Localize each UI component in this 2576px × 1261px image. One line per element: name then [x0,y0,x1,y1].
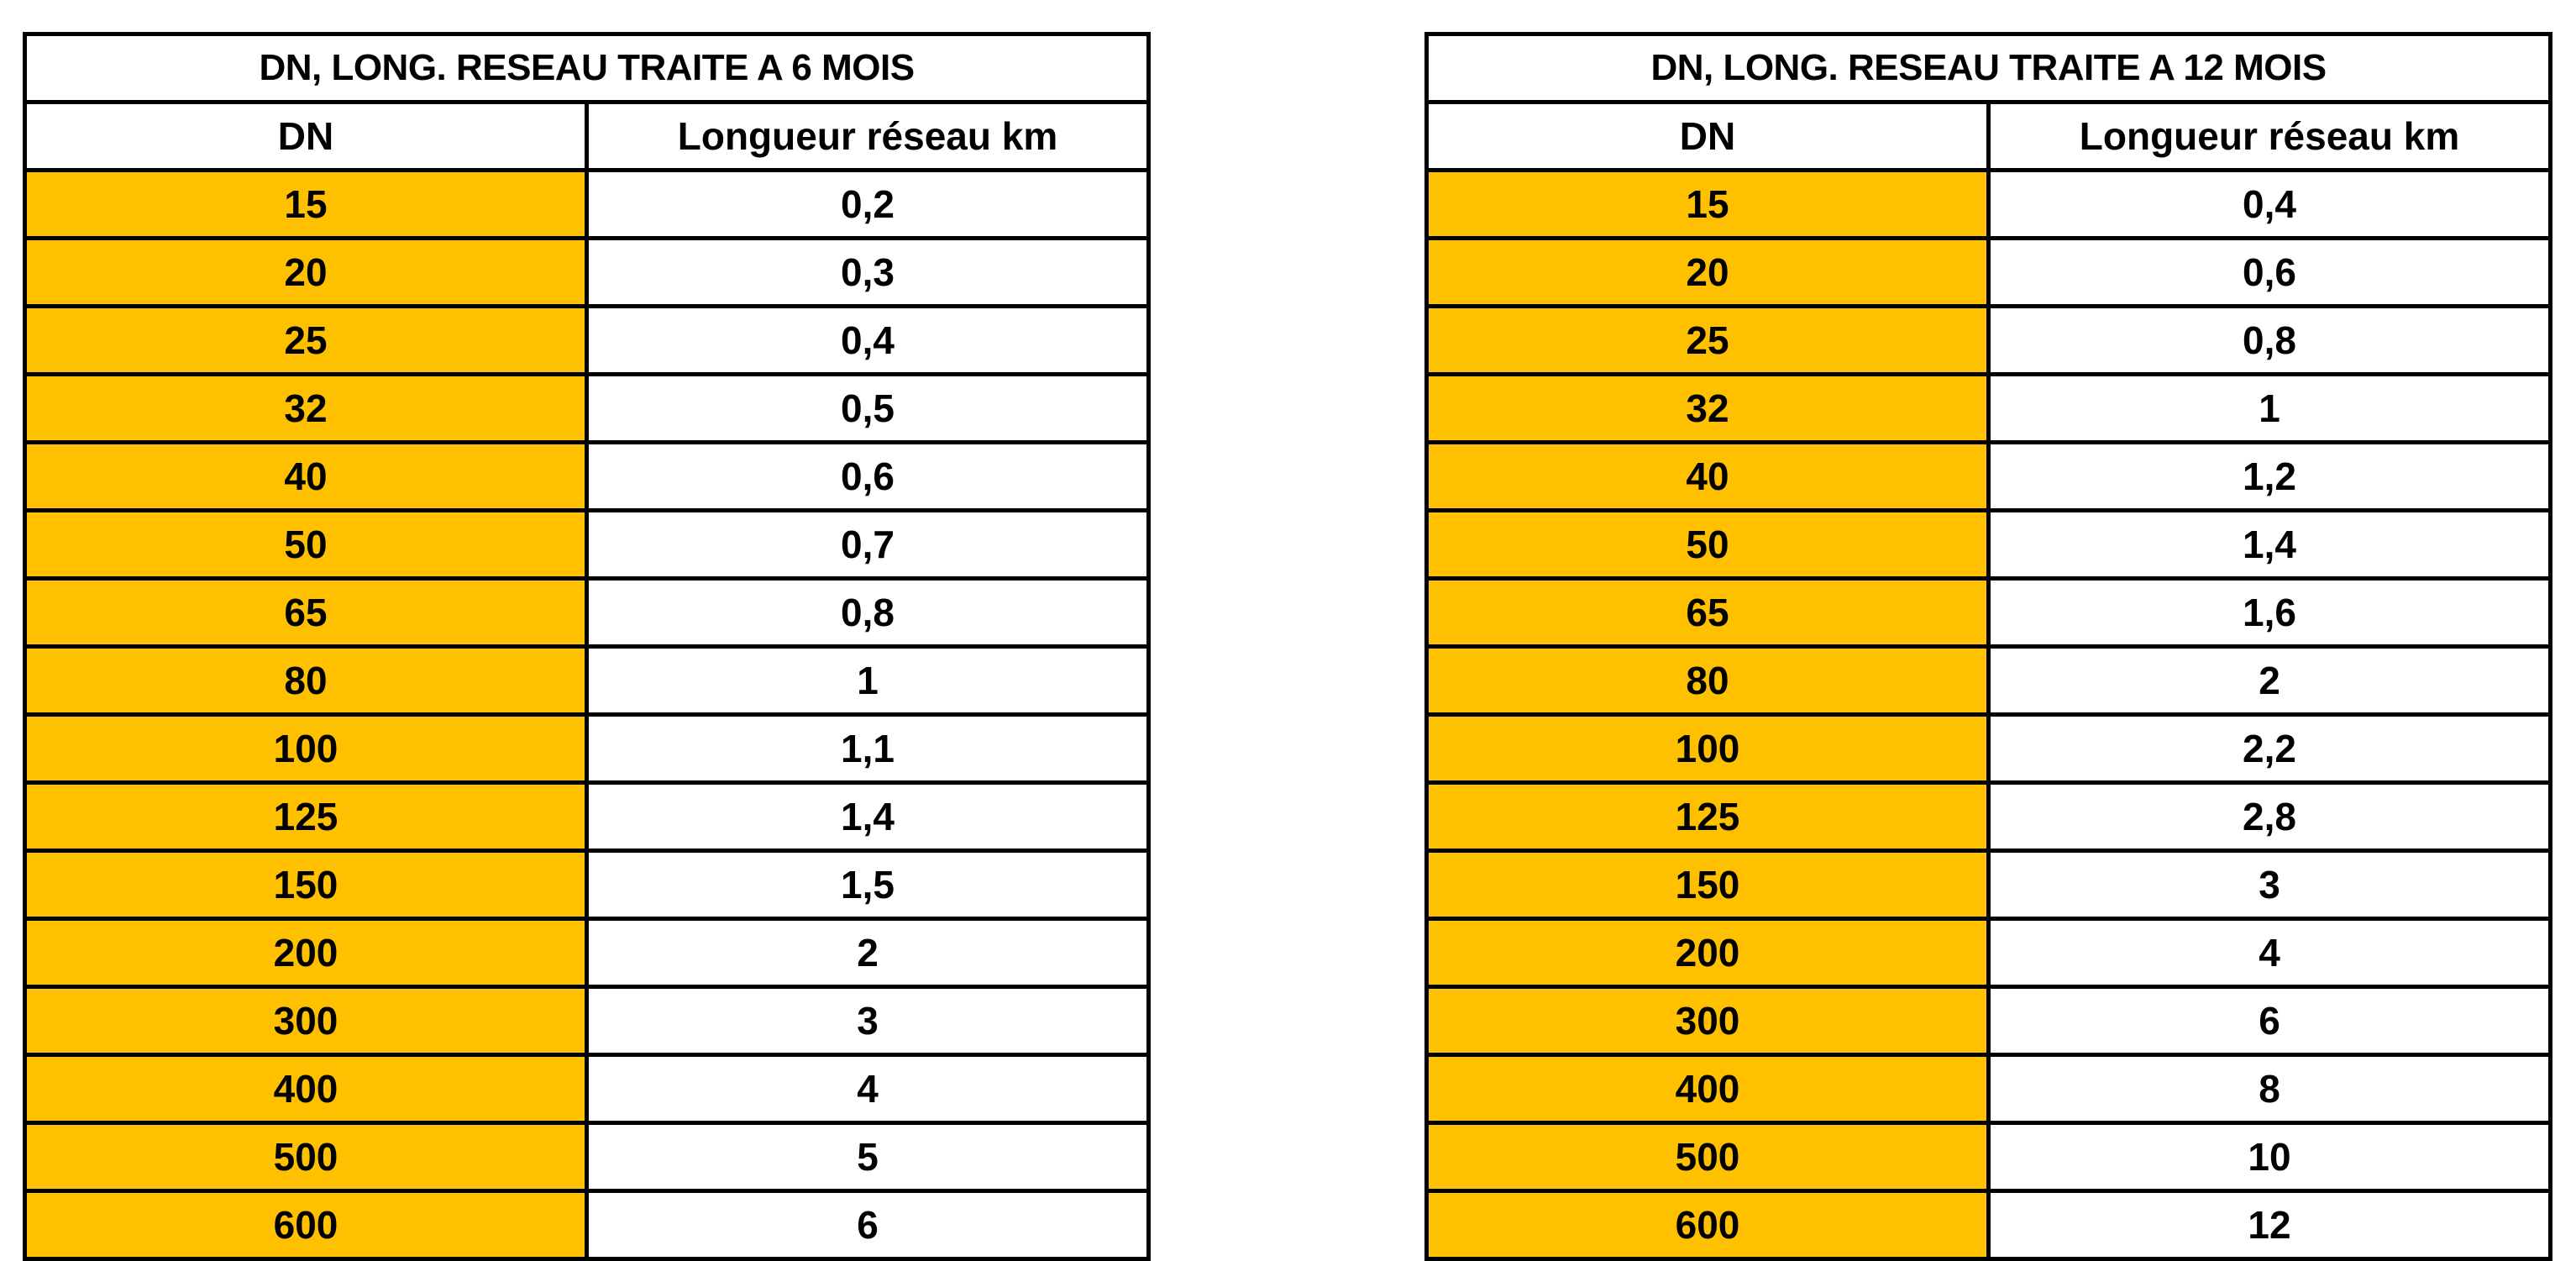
dn-cell: 50 [1427,511,1989,579]
length-cell: 0,7 [587,511,1149,579]
dn-cell: 125 [1427,783,1989,851]
length-cell: 1,6 [1989,579,2551,647]
dn-cell: 50 [25,511,587,579]
length-cell: 0,4 [1989,171,2551,239]
column-header-length: Longueur réseau km [1989,102,2551,171]
dn-cell: 400 [25,1055,587,1123]
table-row [1427,307,2551,375]
length-cell: 2 [587,919,1149,987]
table-row [1427,239,2551,307]
length-cell: 12 [1989,1191,2551,1259]
table-row [1427,1055,2551,1123]
length-cell: 4 [587,1055,1149,1123]
dn-cell: 150 [1427,851,1989,919]
table-row [1427,919,2551,987]
length-cell: 6 [1989,987,2551,1055]
dn-cell: 15 [1427,171,1989,239]
column-header-length: Longueur réseau km [587,102,1149,171]
length-cell: 5 [587,1123,1149,1191]
dn-cell: 500 [25,1123,587,1191]
length-cell: 0,5 [587,375,1149,443]
table-row [1427,579,2551,647]
length-cell: 1,4 [1989,511,2551,579]
length-cell: 2,2 [1989,715,2551,783]
dn-cell: 100 [1427,715,1989,783]
header-row [1427,102,2551,171]
length-cell: 0,3 [587,239,1149,307]
dn-cell: 125 [25,783,587,851]
dn-cell: 80 [25,647,587,715]
length-cell: 1 [587,647,1149,715]
table-row [25,647,1149,715]
table-row [25,511,1149,579]
table-title: DN, LONG. RESEAU TRAITE A 6 MOIS [25,34,1149,102]
dn-cell: 32 [25,375,587,443]
table-row [1427,715,2551,783]
dn-cell: 32 [1427,375,1989,443]
title-row [25,34,1149,102]
table-row [1427,1191,2551,1259]
length-cell: 1,5 [587,851,1149,919]
header-row [25,102,1149,171]
length-cell: 2 [1989,647,2551,715]
dn-cell: 25 [1427,307,1989,375]
length-cell: 0,6 [1989,239,2551,307]
table-row [25,171,1149,239]
dn-cell: 400 [1427,1055,1989,1123]
dn-cell: 40 [1427,443,1989,511]
dn-cell: 600 [25,1191,587,1259]
table-row [1427,851,2551,919]
table-row [1427,171,2551,239]
table-row [1427,511,2551,579]
length-cell: 0,6 [587,443,1149,511]
dn-cell: 40 [25,443,587,511]
dn-cell: 25 [25,307,587,375]
table-row [1427,443,2551,511]
dn-cell: 600 [1427,1191,1989,1259]
title-row [1427,34,2551,102]
table-row [1427,647,2551,715]
length-cell: 0,4 [587,307,1149,375]
length-cell: 0,8 [587,579,1149,647]
table-row [25,239,1149,307]
dn-table-12-months [1424,32,2552,1261]
dn-table-6-months [23,32,1151,1261]
dn-cell: 150 [25,851,587,919]
length-cell: 0,2 [587,171,1149,239]
table-title: DN, LONG. RESEAU TRAITE A 12 MOIS [1427,34,2551,102]
length-cell: 1 [1989,375,2551,443]
length-cell: 3 [587,987,1149,1055]
table-body [1427,171,2551,1259]
dn-cell: 15 [25,171,587,239]
table-row [25,1123,1149,1191]
length-cell: 8 [1989,1055,2551,1123]
dn-cell: 100 [25,715,587,783]
table-row [25,443,1149,511]
dn-cell: 200 [1427,919,1989,987]
table-row [25,919,1149,987]
dn-cell: 300 [25,987,587,1055]
length-cell: 2,8 [1989,783,2551,851]
dn-cell: 500 [1427,1123,1989,1191]
dn-cell: 65 [1427,579,1989,647]
length-cell: 1,2 [1989,443,2551,511]
column-header-dn: DN [1427,102,1989,171]
dn-cell: 20 [25,239,587,307]
length-cell: 3 [1989,851,2551,919]
length-cell: 0,8 [1989,307,2551,375]
dn-cell: 20 [1427,239,1989,307]
dn-cell: 200 [25,919,587,987]
table-body [25,171,1149,1259]
length-cell: 6 [587,1191,1149,1259]
length-cell: 1,1 [587,715,1149,783]
length-cell: 4 [1989,919,2551,987]
table-row [25,851,1149,919]
dn-cell: 300 [1427,987,1989,1055]
length-cell: 10 [1989,1123,2551,1191]
table-row [25,579,1149,647]
dn-cell: 65 [25,579,587,647]
table-row [1427,1123,2551,1191]
column-header-dn: DN [25,102,587,171]
table-row [25,783,1149,851]
length-cell: 1,4 [587,783,1149,851]
table-row [25,375,1149,443]
dn-cell: 80 [1427,647,1989,715]
table-row [1427,375,2551,443]
table-row [25,1055,1149,1123]
table-row [25,715,1149,783]
table-row [25,307,1149,375]
table-row [25,987,1149,1055]
table-row [1427,987,2551,1055]
table-row [1427,783,2551,851]
table-row [25,1191,1149,1259]
